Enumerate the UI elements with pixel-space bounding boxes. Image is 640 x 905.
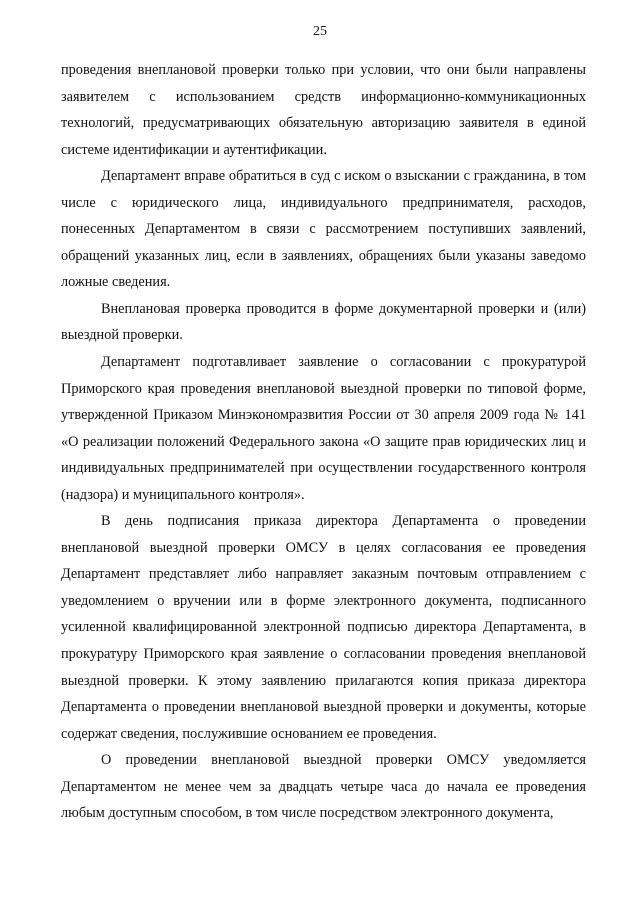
paragraph-1: проведения внеплановой проверки только при условии, что они были направлены заявителем с использованием средств информационно-коммуникационных технологий, предусматривающих обязательную авторизацию заявителя в единой системе идентификации и аутентификации. [61,62,586,158]
paragraph-3: Внеплановая проверка проводится в форме документарной проверки и (или) выездной проверки. [61,300,586,344]
paragraph-6: О проведении внеплановой выездной проверки ОМСУ уведомляется Департаментом не менее чем за двадцать четыре часа до начала ее проведения любым доступным способом, в том числе посредством электронного документа, [61,752,586,822]
page-number: 25 [313,24,327,39]
paragraph-5: В день подписания приказа директора Департамента о проведении внеплановой выездной проверки ОМСУ в целях согласования ее проведения Департамент представляет либо направляет заказным почтовым отправлением с уведомлением о вручении или в форме электронного документа, подписанного усиленной квалифицированной электронной подписью директора Департамента, в прокуратуру Приморского края заявление о согласовании проведения внеплановой выездной проверки. К этому заявлению прилагаются копия приказа директора Департамента о проведении внеплановой выездной проверки и документы, которые содержат сведения, послужившие основанием ее проведения. [61,513,586,742]
document-body [61,57,586,827]
paragraph-4: Департамент подготавливает заявление о согласовании с прокуратурой Приморского края проведения внеплановой выездной проверки по типовой форме, утвержденной Приказом Минэкономразвития России от 30 апреля 2009 года № 141 «О реализации положений Федерального закона «О защите прав юридических лиц и индивидуальных предпринимателей при осуществлении государственного контроля (надзора) и муниципального контроля». [61,354,586,503]
paragraph-2: Департамент вправе обратиться в суд с иском о взыскании с гражданина, в том числе с юридического лица, индивидуального предпринимателя, расходов, понесенных Департаментом в связи с рассмотрением поступивших заявлений, обращений указанных лиц, если в заявлениях, обращениях были указаны заведомо ложные сведения. [61,168,586,291]
